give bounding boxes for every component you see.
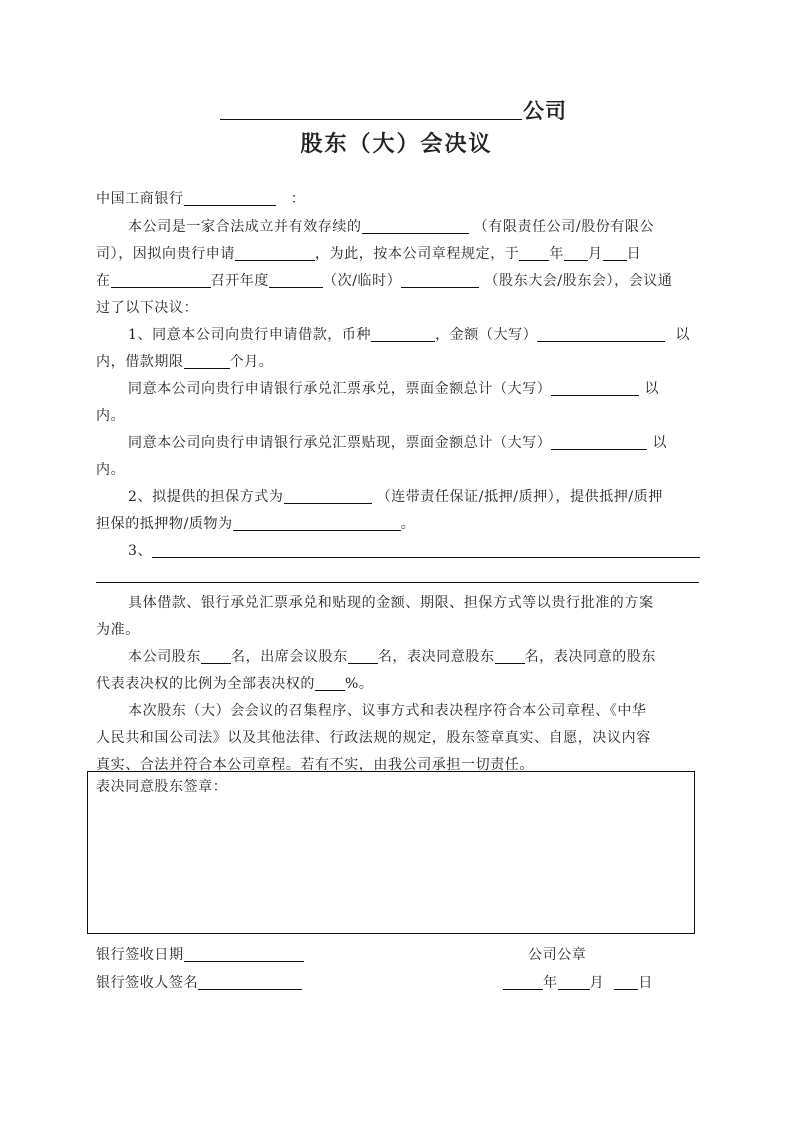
text: 日: [638, 975, 653, 991]
text: ，为此，按本公司章程规定，于: [315, 246, 520, 262]
title-company-suffix: 公司: [523, 98, 567, 123]
guarantee-type-blank[interactable]: [284, 489, 372, 504]
text: 日: [626, 246, 642, 262]
text: 以: [644, 381, 660, 397]
text: 真实、合法并符合本公司章程。若有不实，由我公司承担一切责任。: [96, 757, 534, 773]
bank-sign-label: 银行签收人签名: [96, 975, 199, 991]
text: ，金额（大写）: [435, 327, 538, 343]
text: 以: [652, 435, 668, 451]
text: 具体借款、银行承兑汇票承兑和贴现的金额、期限、担保方式等以贵行批准的方案: [128, 595, 654, 611]
bank-sign-line: [96, 974, 302, 992]
text: 同意本公司向贵行申请银行承兑汇票承兑，票面金额总计（大写）: [128, 381, 552, 397]
text: 名，出席会议股东: [231, 649, 348, 665]
item1-line1: [128, 326, 700, 344]
company-seal-label: 公司公章: [528, 947, 587, 963]
text: 年: [549, 246, 565, 262]
branch-blank[interactable]: [184, 191, 276, 206]
page-title: 股东（大）会决议: [300, 131, 493, 157]
year-blank[interactable]: [519, 246, 549, 261]
text: 。: [400, 516, 416, 532]
text: 月: [588, 246, 603, 262]
loan-amount-blank[interactable]: [537, 327, 665, 342]
location-blank[interactable]: [111, 273, 211, 288]
collateral-blank[interactable]: [233, 516, 401, 531]
p1-line3: [96, 272, 700, 290]
acceptance-line1: [128, 380, 700, 398]
loan-term-blank[interactable]: [184, 354, 230, 369]
item1-line2: [96, 353, 700, 371]
text: 过了以下决议：: [96, 300, 199, 316]
p1-line4: [96, 299, 700, 317]
text: 在: [96, 273, 111, 289]
attending-count-blank[interactable]: [348, 649, 378, 664]
day-blank[interactable]: [603, 246, 627, 261]
item2-line2: [96, 515, 700, 533]
text: 代表表决权的比例为全部表决权的: [96, 676, 315, 692]
text: 司），因拟向贵行申请: [96, 246, 235, 262]
text: 本公司是一家合法成立并有效存续的: [128, 219, 362, 235]
company-type-blank[interactable]: [362, 219, 469, 234]
share-line2: [96, 675, 700, 693]
text: 个月。: [229, 354, 274, 370]
discount-line2: [96, 461, 700, 479]
company-name-blank[interactable]: [220, 97, 522, 120]
text: 人民共和国公司法》以及其他法律、行政法规的规定，股东签章真实、自愿，决议内容: [96, 730, 651, 746]
signature-box[interactable]: [87, 771, 695, 934]
addressee-bank: 中国工商银行: [96, 191, 184, 207]
currency-blank[interactable]: [371, 327, 435, 342]
session-blank[interactable]: [269, 273, 323, 288]
text: （连带责任保证/抵押/质押），提供抵押/质押: [376, 489, 663, 505]
addressee-colon: ：: [290, 191, 306, 207]
text: 本公司股东: [128, 649, 201, 665]
text: 担保的抵押物/质物为: [96, 516, 233, 532]
bank-sign-blank[interactable]: [198, 975, 302, 990]
approve-count-blank[interactable]: [495, 649, 525, 664]
text: （次/临时）: [323, 273, 402, 289]
note-line1: [128, 594, 700, 612]
shareholder-count-blank[interactable]: [201, 649, 231, 664]
acceptance-amount-blank[interactable]: [551, 381, 639, 396]
text: 1、同意本公司向贵行申请借款，币种: [128, 327, 372, 343]
vote-percent-blank[interactable]: [315, 676, 345, 691]
bank-date-line: [96, 946, 304, 964]
text: 本次股东（大）会会议的召集程序、议事方式和表决程序符合本公司章程、《中华: [128, 703, 647, 719]
discount-line1: [128, 434, 700, 452]
decl-line1: [128, 702, 700, 720]
bank-date-label: 银行签收日期: [96, 947, 184, 963]
text: 同意本公司向贵行申请银行承兑汇票贴现，票面金额总计（大写）: [128, 435, 552, 451]
text: 3、: [128, 543, 153, 559]
text: 召开年度: [210, 273, 270, 289]
p1-line1: [128, 218, 700, 236]
p1-line2: [96, 245, 700, 263]
text: %。: [345, 676, 374, 692]
text: 名，表决同意的股东: [524, 649, 657, 665]
decl-line2: [96, 729, 700, 747]
apply-item-blank[interactable]: [235, 246, 315, 261]
seal-date-line: [503, 974, 653, 992]
text: 内。: [96, 408, 126, 424]
seal-year-blank[interactable]: [503, 975, 543, 990]
item3-line: [128, 542, 700, 560]
item3-blank[interactable]: [152, 543, 700, 558]
addressee-line: [96, 190, 700, 208]
bank-date-blank[interactable]: [184, 947, 304, 962]
month-blank[interactable]: [564, 246, 588, 261]
separator-line[interactable]: [96, 582, 699, 583]
text: 内。: [96, 462, 126, 478]
text: 内，借款期限: [96, 354, 184, 370]
signature-box-label: 表决同意股东签章：: [96, 779, 228, 795]
text: 月: [589, 975, 605, 991]
discount-amount-blank[interactable]: [551, 435, 647, 450]
seal-day-blank[interactable]: [614, 975, 638, 990]
share-line1: [128, 648, 700, 666]
text: 年: [543, 975, 558, 991]
seal-month-blank[interactable]: [558, 975, 590, 990]
text: （有限责任公司/股份有限公: [473, 219, 655, 235]
acceptance-line2: [96, 407, 700, 425]
item2-line1: [128, 488, 700, 506]
text: 以: [675, 327, 691, 343]
text: 2、拟提供的担保方式为: [128, 489, 284, 505]
text: 名，表决同意股东: [377, 649, 495, 665]
note-line2: [96, 621, 700, 639]
text: 为准。: [96, 622, 140, 638]
meeting-type-blank[interactable]: [401, 273, 479, 288]
text: （股东大会/股东会），会议通: [484, 273, 673, 289]
